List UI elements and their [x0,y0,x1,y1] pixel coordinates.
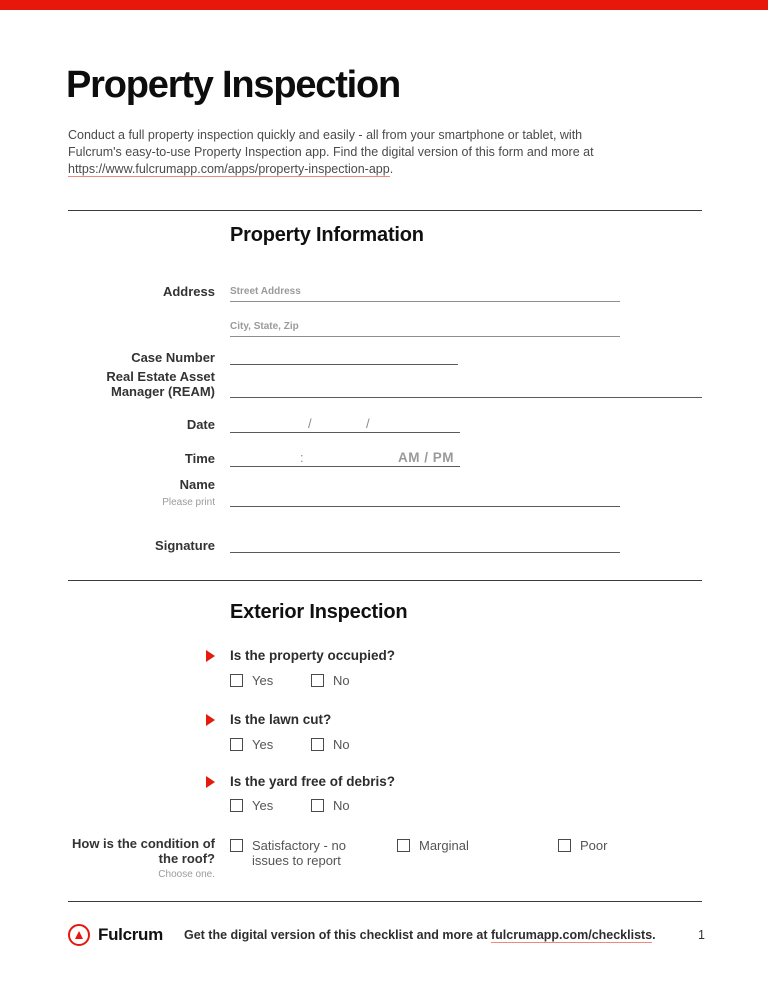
checkbox[interactable] [230,799,243,812]
checkbox[interactable] [311,738,324,751]
date-row [68,417,460,433]
option-no: No [311,798,350,813]
address-label: Address [162,284,215,299]
name-row [68,477,620,510]
time-row [68,451,460,467]
checkbox[interactable] [230,738,243,751]
roof-options [230,838,607,868]
roof-question-sublabel: Choose one. [158,869,215,880]
page-title: Property Inspection [66,64,401,106]
case-number-row [68,350,458,365]
street-address-field[interactable] [230,281,620,302]
option-yes: Yes [230,673,311,688]
section-divider [68,580,702,581]
city-state-zip-field[interactable] [230,316,620,337]
ream-field[interactable] [230,369,702,398]
question-debris-options [230,798,350,813]
time-field[interactable] [230,451,460,467]
checkbox[interactable] [230,839,243,852]
signature-label: Signature [155,538,215,553]
time-label: Time [184,451,215,466]
fulcrum-logo-icon [68,924,90,946]
option-yes: Yes [230,798,311,813]
fulcrum-logo-triangle [75,931,83,939]
option-no: No [311,673,350,688]
time-separator: : [300,450,304,465]
section-heading-property-information: Property Information [230,224,424,246]
checkbox[interactable] [311,799,324,812]
city-state-zip-placeholder: City, State, Zip [230,321,299,332]
date-separator: / [366,416,370,431]
footer-text: Get the digital version of this checklist and more at fulcrumapp.com/checklists. [183,928,656,942]
option-poor: Poor [558,838,607,868]
option-no: No [311,737,350,752]
footer [68,924,705,946]
page-number: 1 [698,928,705,942]
date-field[interactable] [230,417,460,433]
intro-text: Conduct a full property inspection quickly and easily - all from your smartphone or tablet, with Fulcrum's easy-to-use Property Inspection app. Find the digital version of this form and more at [68,128,594,159]
top-accent-bar [0,0,768,10]
signature-row [68,538,620,553]
checkbox[interactable] [311,674,324,687]
signature-field[interactable] [230,538,620,553]
date-label: Date [186,417,215,432]
intro-paragraph [68,127,628,178]
roof-question-label: How is the condition of the roof? Choose one. [68,836,215,880]
am-pm-label: AM / PM [398,450,454,465]
street-address-placeholder: Street Address [230,286,301,297]
ream-label: Real Estate Asset Manager (REAM) [106,369,215,399]
checkbox[interactable] [230,674,243,687]
case-number-field[interactable] [230,350,458,365]
option-yes: Yes [230,737,311,752]
case-number-label: Case Number [131,350,215,365]
intro-suffix: . [389,162,394,176]
option-marginal: Marginal [397,838,558,868]
footer-divider [68,901,702,902]
name-label: Name Please print [68,477,215,510]
name-sublabel: Please print [162,497,215,508]
checkbox[interactable] [558,839,571,852]
question-occupied-options [230,673,350,688]
section-heading-exterior-inspection: Exterior Inspection [230,601,408,623]
question-marker-icon [206,776,215,788]
section-divider [68,210,702,211]
name-field[interactable] [230,477,620,507]
option-satisfactory: Satisfactory - no issues to report [230,838,397,868]
ream-row [68,369,702,399]
intro-link[interactable]: https://www.fulcrumapp.com/apps/property-inspection-app [68,162,390,176]
address-row [68,281,620,337]
question-debris: Is the yard free of debris? [230,774,396,789]
question-lawn-options [230,737,350,752]
question-occupied: Is the property occupied? [230,648,396,663]
question-lawn: Is the lawn cut? [230,712,332,727]
question-marker-icon [206,714,215,726]
date-separator: / [308,416,312,431]
checkbox[interactable] [397,839,410,852]
question-marker-icon [206,650,215,662]
footer-link[interactable]: fulcrumapp.com/checklists [490,928,653,942]
fulcrum-wordmark: Fulcrum [98,925,163,944]
